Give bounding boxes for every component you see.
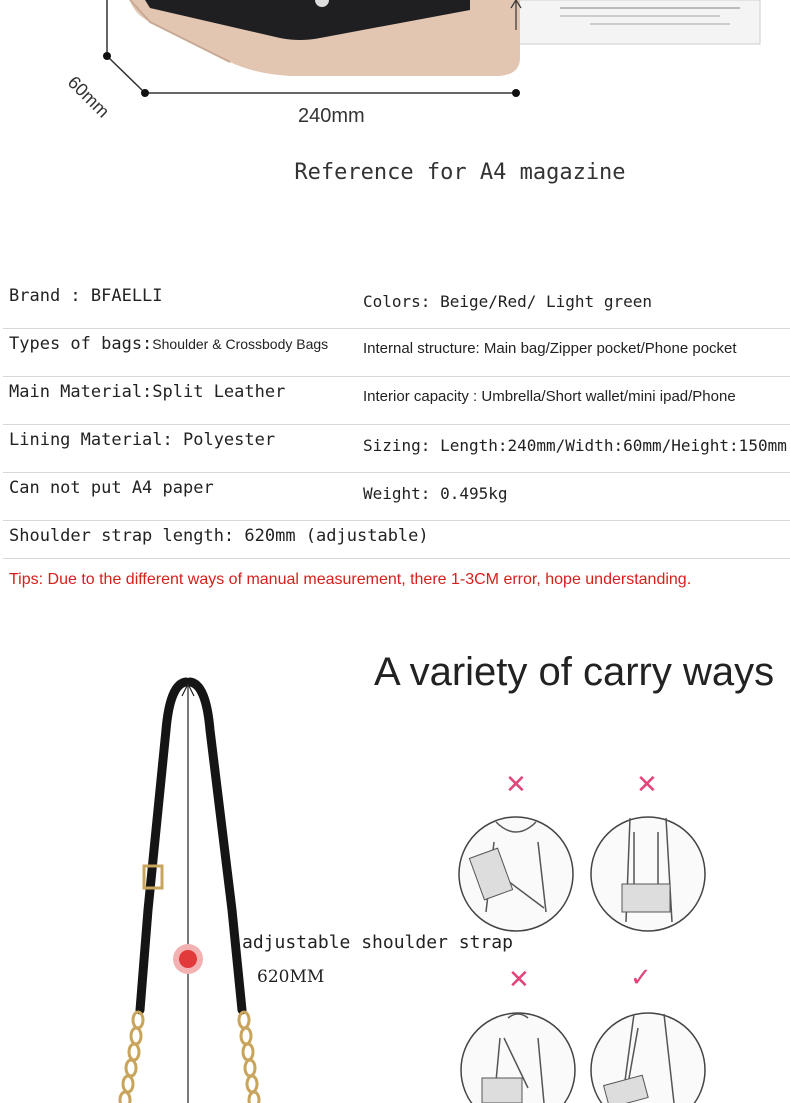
spec-brand: Brand : BFAELLI (9, 286, 163, 306)
spec-main-material: Main Material:Split Leather (9, 382, 286, 402)
spec-bag-type-prefix: Types of bags: (9, 334, 153, 354)
reference-caption-text: Reference for A4 magazine (294, 160, 626, 185)
depth-dimension-label: 60mm (63, 72, 114, 122)
spec-row (3, 328, 790, 377)
spec-bag-type-value: Shoulder & Crossbody Bags (152, 336, 329, 352)
spec-lining-material: Lining Material: Polyester (9, 430, 276, 450)
spec-row (3, 520, 790, 559)
check-mark-icon: ✓ (630, 963, 652, 993)
spec-row (3, 280, 790, 329)
spec-weight: Weight: 0.495kg (363, 484, 508, 503)
spec-a4-note: Can not put A4 paper (9, 478, 214, 498)
spec-sizing: Sizing: Length:240mm/Width:60mm/Height:150mm (363, 436, 787, 455)
width-dimension-label: 240mm (298, 105, 365, 127)
spec-row (3, 376, 790, 425)
cross-mark-icon: ✕ (636, 770, 658, 800)
spec-row (3, 472, 790, 521)
carry-illustration-1 (456, 812, 576, 936)
spec-internal-structure: Internal structure: Main bag/Zipper pocket/Phone pocket (363, 340, 737, 357)
strap-label: adjustable shoulder strap (242, 932, 513, 953)
shoulder-strap-image (100, 670, 280, 1103)
cross-mark-icon: ✕ (505, 770, 527, 800)
product-dimension-area (0, 0, 790, 140)
strap-length-label: 620MM (257, 967, 325, 987)
spec-colors: Colors: Beige/Red/ Light green (363, 292, 652, 311)
tips-note: Tips: Due to the different ways of manual measurement, there 1-3CM error, hope understanding. (9, 571, 692, 588)
spec-interior-capacity: Interior capacity : Umbrella/Short wallet/mini ipad/Phone (363, 388, 736, 405)
cross-mark-icon: ✕ (508, 965, 530, 995)
carry-illustration-3 (458, 1008, 578, 1103)
spec-strap-length: Shoulder strap length: 620mm (adjustable) (9, 526, 429, 546)
carry-illustration-2 (588, 812, 708, 936)
spec-row (3, 424, 790, 473)
carry-illustration-4 (588, 1008, 708, 1103)
spec-bag-type (9, 334, 328, 354)
carry-ways-title: A variety of carry ways (374, 650, 775, 694)
reference-caption (0, 160, 790, 185)
bag-image (0, 0, 790, 140)
